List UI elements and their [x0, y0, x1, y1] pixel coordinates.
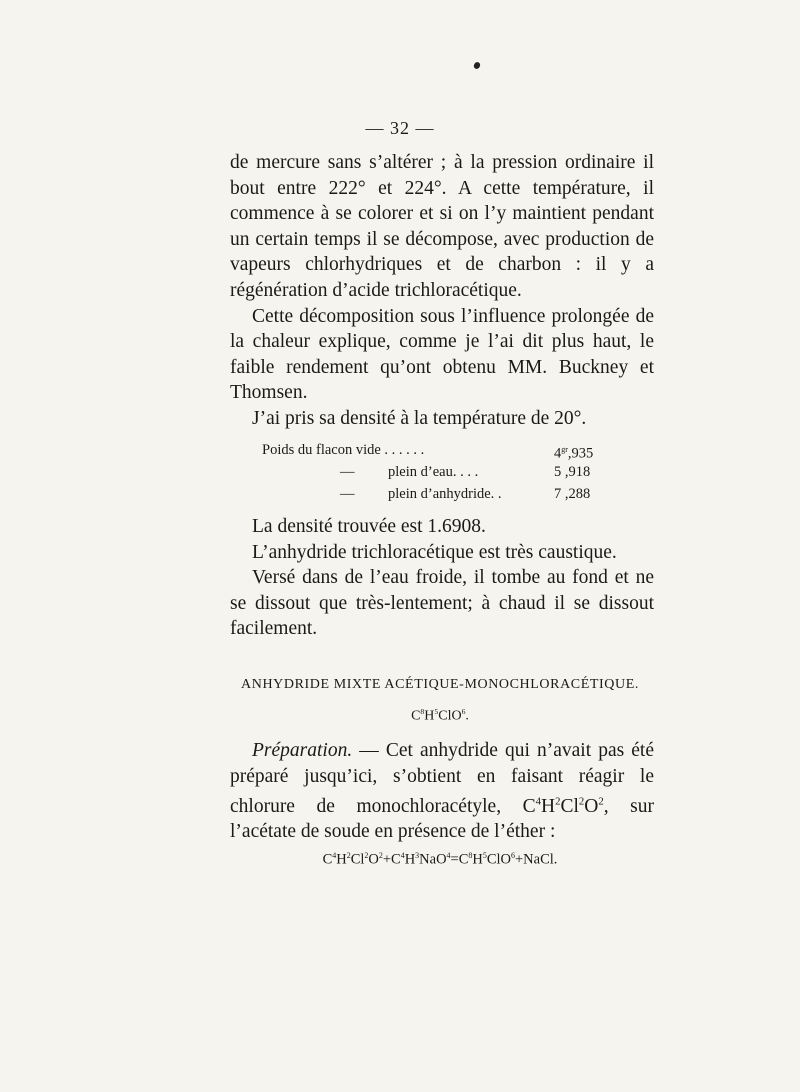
paragraph: La densité trouvée est 1.6908. [252, 516, 486, 537]
ink-speck [473, 61, 482, 70]
table-row-dash: — [340, 464, 355, 480]
table-row-label: Poids du flacon vide . . . . . . [262, 442, 425, 458]
table-row [262, 439, 642, 461]
reaction-equation: $C^4H^2Cl^2O^2+C^4H^3NaO^4=C^8H^5ClO^6+NaCl$. [322, 851, 558, 868]
paragraph: L’anhydride trichloracétique est très caustique. [252, 541, 617, 563]
page-number: — 32 — [365, 118, 435, 138]
preparation-text: — Cet anhydride qui n’avait pas été préparé jusqu’ici, s’obtient en faisant réagir le chlorure de monochloracétyle, $C^4H^2Cl^2O^2$, sur l’acétate de soude en présence de l’éther : [230, 740, 654, 843]
table-row-value: $4^{gr},935$ [554, 445, 594, 462]
preparation-label: Préparation. [252, 740, 353, 761]
paragraph: de mercure sans s’altérer ; à la pression ordinaire il bout entre 222° et 224°. A cette température, il commence à se colorer et si on l’y maintient pendant un certain temps il se décompose, avec production de vapeurs chlorhydriques et de charbon : il y a régénération d’acide trichloracétique. [230, 152, 654, 301]
table-row-value: 7 ,288 [554, 486, 591, 502]
section-formula: $C^8H^5ClO^6$. [411, 707, 469, 724]
table-row [262, 483, 642, 505]
table-row-value: 5 ,918 [554, 464, 591, 480]
table-row [262, 461, 642, 483]
section-heading: ANHYDRIDE MIXTE ACÉTIQUE-MONOCHLORACÉTIQUE. [241, 677, 639, 692]
paragraph: J’ai pris sa densité à la température de 20°. [252, 407, 587, 429]
table-row-dash: — [340, 486, 355, 502]
table-row-label: plein d’eau. . . . [388, 464, 479, 480]
paragraph: Cette décomposition sous l’influence prolongée de la chaleur explique, comme je l’ai dit plus haut, le faible rendement qu’ont obtenu MM. Buckney et Thomsen. [230, 305, 654, 404]
table-row-label: plein d’anhydride. . [388, 486, 502, 502]
paragraph: Versé dans de l’eau froide, il tombe au fond et ne se dissout que très-lentement; à chaud il se dissout facilement. [230, 567, 654, 640]
paragraph-block-3 [230, 738, 654, 845]
paragraph [230, 738, 654, 845]
paragraph-block-2 [230, 514, 654, 642]
density-table [262, 439, 642, 505]
paragraph-block-1 [230, 150, 654, 432]
